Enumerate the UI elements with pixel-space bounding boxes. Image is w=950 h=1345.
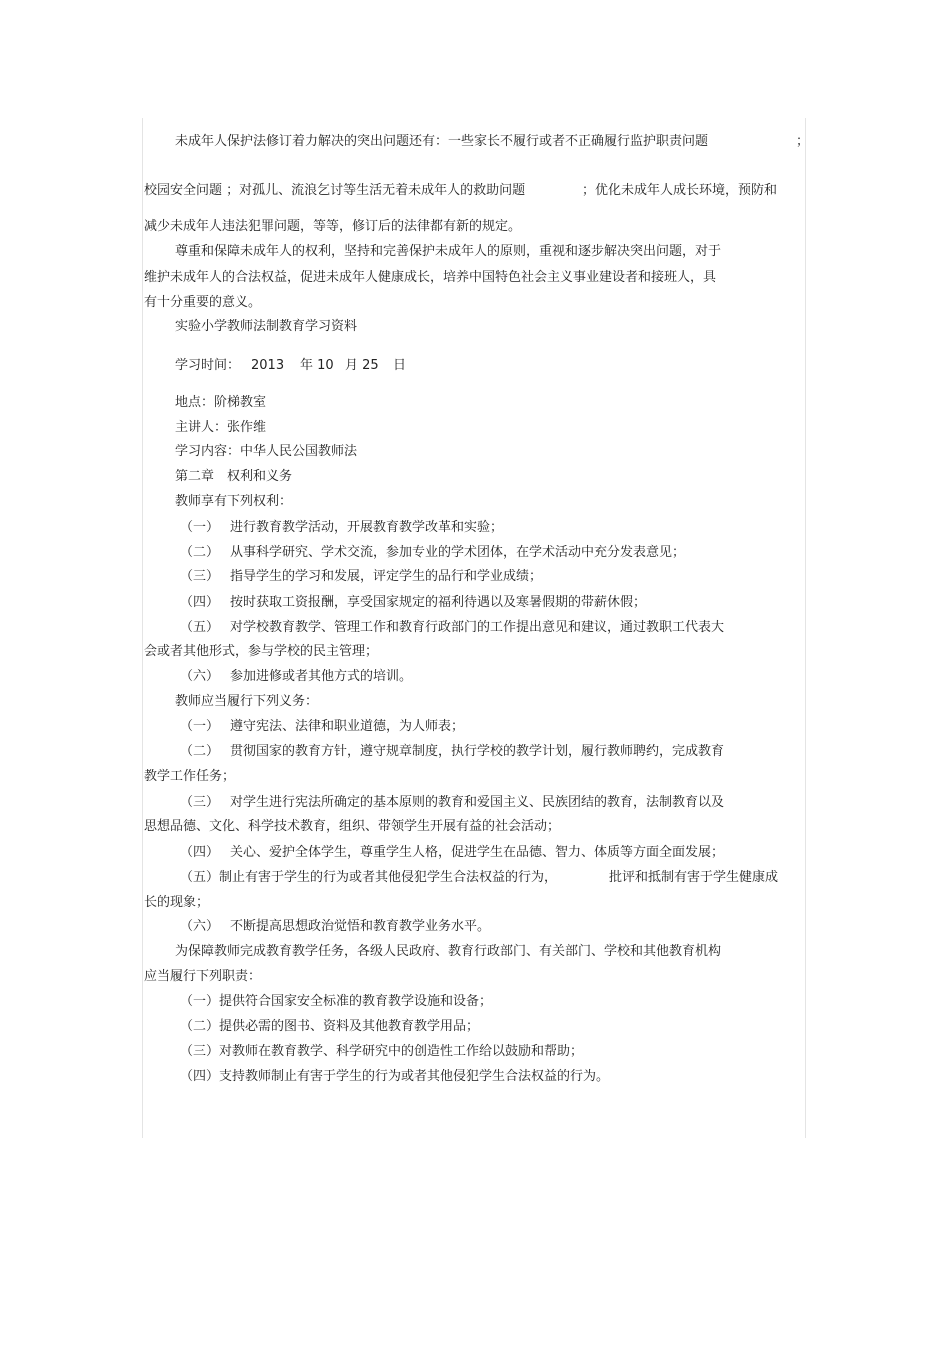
list-marker: （六） [180, 919, 220, 934]
duty-item: （二）提供必需的图书、资料及其他教育教学用品； [180, 1019, 480, 1034]
intro-paragraph-line: ；优化未成年人成长环境，预防和 [582, 183, 778, 198]
intro-paragraph-line: 校园安全问题 ；对孤儿、流浪乞讨等生活无着未成年人的救助问题 [144, 183, 526, 198]
paragraph-line: 应当履行下列职责： [144, 969, 262, 984]
list-item-text: （五）制止有害于学生的行为或者其他侵犯学生合法权益的行为， [180, 870, 558, 885]
speaker-line: 主讲人：张作维 [175, 420, 267, 435]
list-marker: （六） [180, 669, 220, 684]
study-time-label: 学习时间： [175, 358, 241, 373]
list-item-text: 对学生进行宪法所确定的基本原则的教育和爱国主义、民族团结的教育，法制教育以及 [230, 795, 725, 810]
duties-heading: 教师应当履行下列义务： [175, 694, 319, 709]
list-marker: （三） [180, 795, 220, 810]
intro-paragraph-line: 未成年人保护法修订着力解决的突出问题还有：一些家长不履行或者不正确履行监护职责问题 [175, 134, 709, 149]
list-item-text: 关心、爱护全体学生，尊重学生人格，促进学生在品德、智力、体质等方面全面发展； [230, 845, 725, 860]
list-item-text: 教学工作任务； [144, 769, 236, 784]
paragraph-line: 维护未成年人的合法权益，促进未成年人健康成长，培养中国特色社会主义事业建设者和接班人，具 [144, 270, 717, 285]
study-time-year: 2013 [251, 358, 285, 373]
list-marker: （三） [180, 569, 220, 584]
list-item-text: 进行教育教学活动，开展教育教学改革和实验； [230, 520, 504, 535]
list-item-text: 贯彻国家的教育方针，遵守规章制度，执行学校的教学计划，履行教师聘约，完成教育 [230, 744, 725, 759]
study-time-day-unit: 日 [393, 358, 407, 373]
chapter-title: 第二章 权利和义务 [175, 469, 293, 484]
list-item-text: 思想品德、文化、科学技术教育，组织、带领学生开展有益的社会活动； [144, 819, 561, 834]
list-item-text: 遵守宪法、法律和职业道德，为人师表； [230, 719, 465, 734]
list-marker: （二） [180, 545, 220, 560]
duty-item: （三）对教师在教育教学、科学研究中的创造性工作给以鼓励和帮助； [180, 1044, 584, 1059]
list-item-text: 会或者其他形式，参与学校的民主管理； [144, 644, 379, 659]
list-item-text: 按时获取工资报酬，享受国家规定的福利待遇以及寒暑假期的带薪休假； [230, 595, 647, 610]
list-item-text: 批评和抵制有害于学生健康成 [609, 870, 779, 885]
duty-item: （四）支持教师制止有害于学生的行为或者其他侵犯学生合法权益的行为。 [180, 1069, 610, 1084]
list-marker: （二） [180, 744, 220, 759]
list-item-text: 从事科学研究、学术交流，参加专业的学术团体，在学术活动中充分发表意见； [230, 545, 686, 560]
paragraph-line: 尊重和保障未成年人的权利，坚持和完善保护未成年人的原则，重视和逐步解决突出问题，对于 [175, 244, 722, 259]
intro-paragraph-line: 减少未成年人违法犯罪问题，等等，修订后的法律都有新的规定。 [144, 219, 522, 234]
list-item-text: 指导学生的学习和发展，评定学生的品行和学业成绩； [230, 569, 543, 584]
content-line: 学习内容：中华人民公国教师法 [175, 444, 358, 459]
list-item-text: 对学校教育教学、管理工作和教育行政部门的工作提出意见和建议，通过教职工代表大 [230, 620, 725, 635]
list-marker: （四） [180, 595, 220, 610]
study-time-day: 月 25 [345, 358, 379, 373]
list-item-text: 不断提高思想政治觉悟和教育教学业务水平。 [230, 919, 491, 934]
list-item-text: 参加进修或者其他方式的培训。 [230, 669, 413, 684]
study-time-month: 年 10 [300, 358, 334, 373]
paragraph-line: 为保障教师完成教育教学任务，各级人民政府、教育行政部门、有关部门、学校和其他教育机构 [175, 944, 722, 959]
paragraph-line: 有十分重要的意义。 [144, 295, 262, 310]
list-marker: （五） [180, 620, 220, 635]
section-title: 实验小学教师法制教育学习资料 [175, 319, 358, 334]
list-marker: （一） [180, 520, 220, 535]
rights-heading: 教师享有下列权利： [175, 494, 293, 509]
duty-item: （一）提供符合国家安全标准的教育教学设施和设备； [180, 994, 493, 1009]
location-line: 地点：阶梯教室 [175, 395, 267, 410]
list-item-text: 长的现象； [144, 895, 210, 910]
intro-semicolon: ； [796, 134, 810, 149]
list-marker: （一） [180, 719, 220, 734]
list-marker: （四） [180, 845, 220, 860]
